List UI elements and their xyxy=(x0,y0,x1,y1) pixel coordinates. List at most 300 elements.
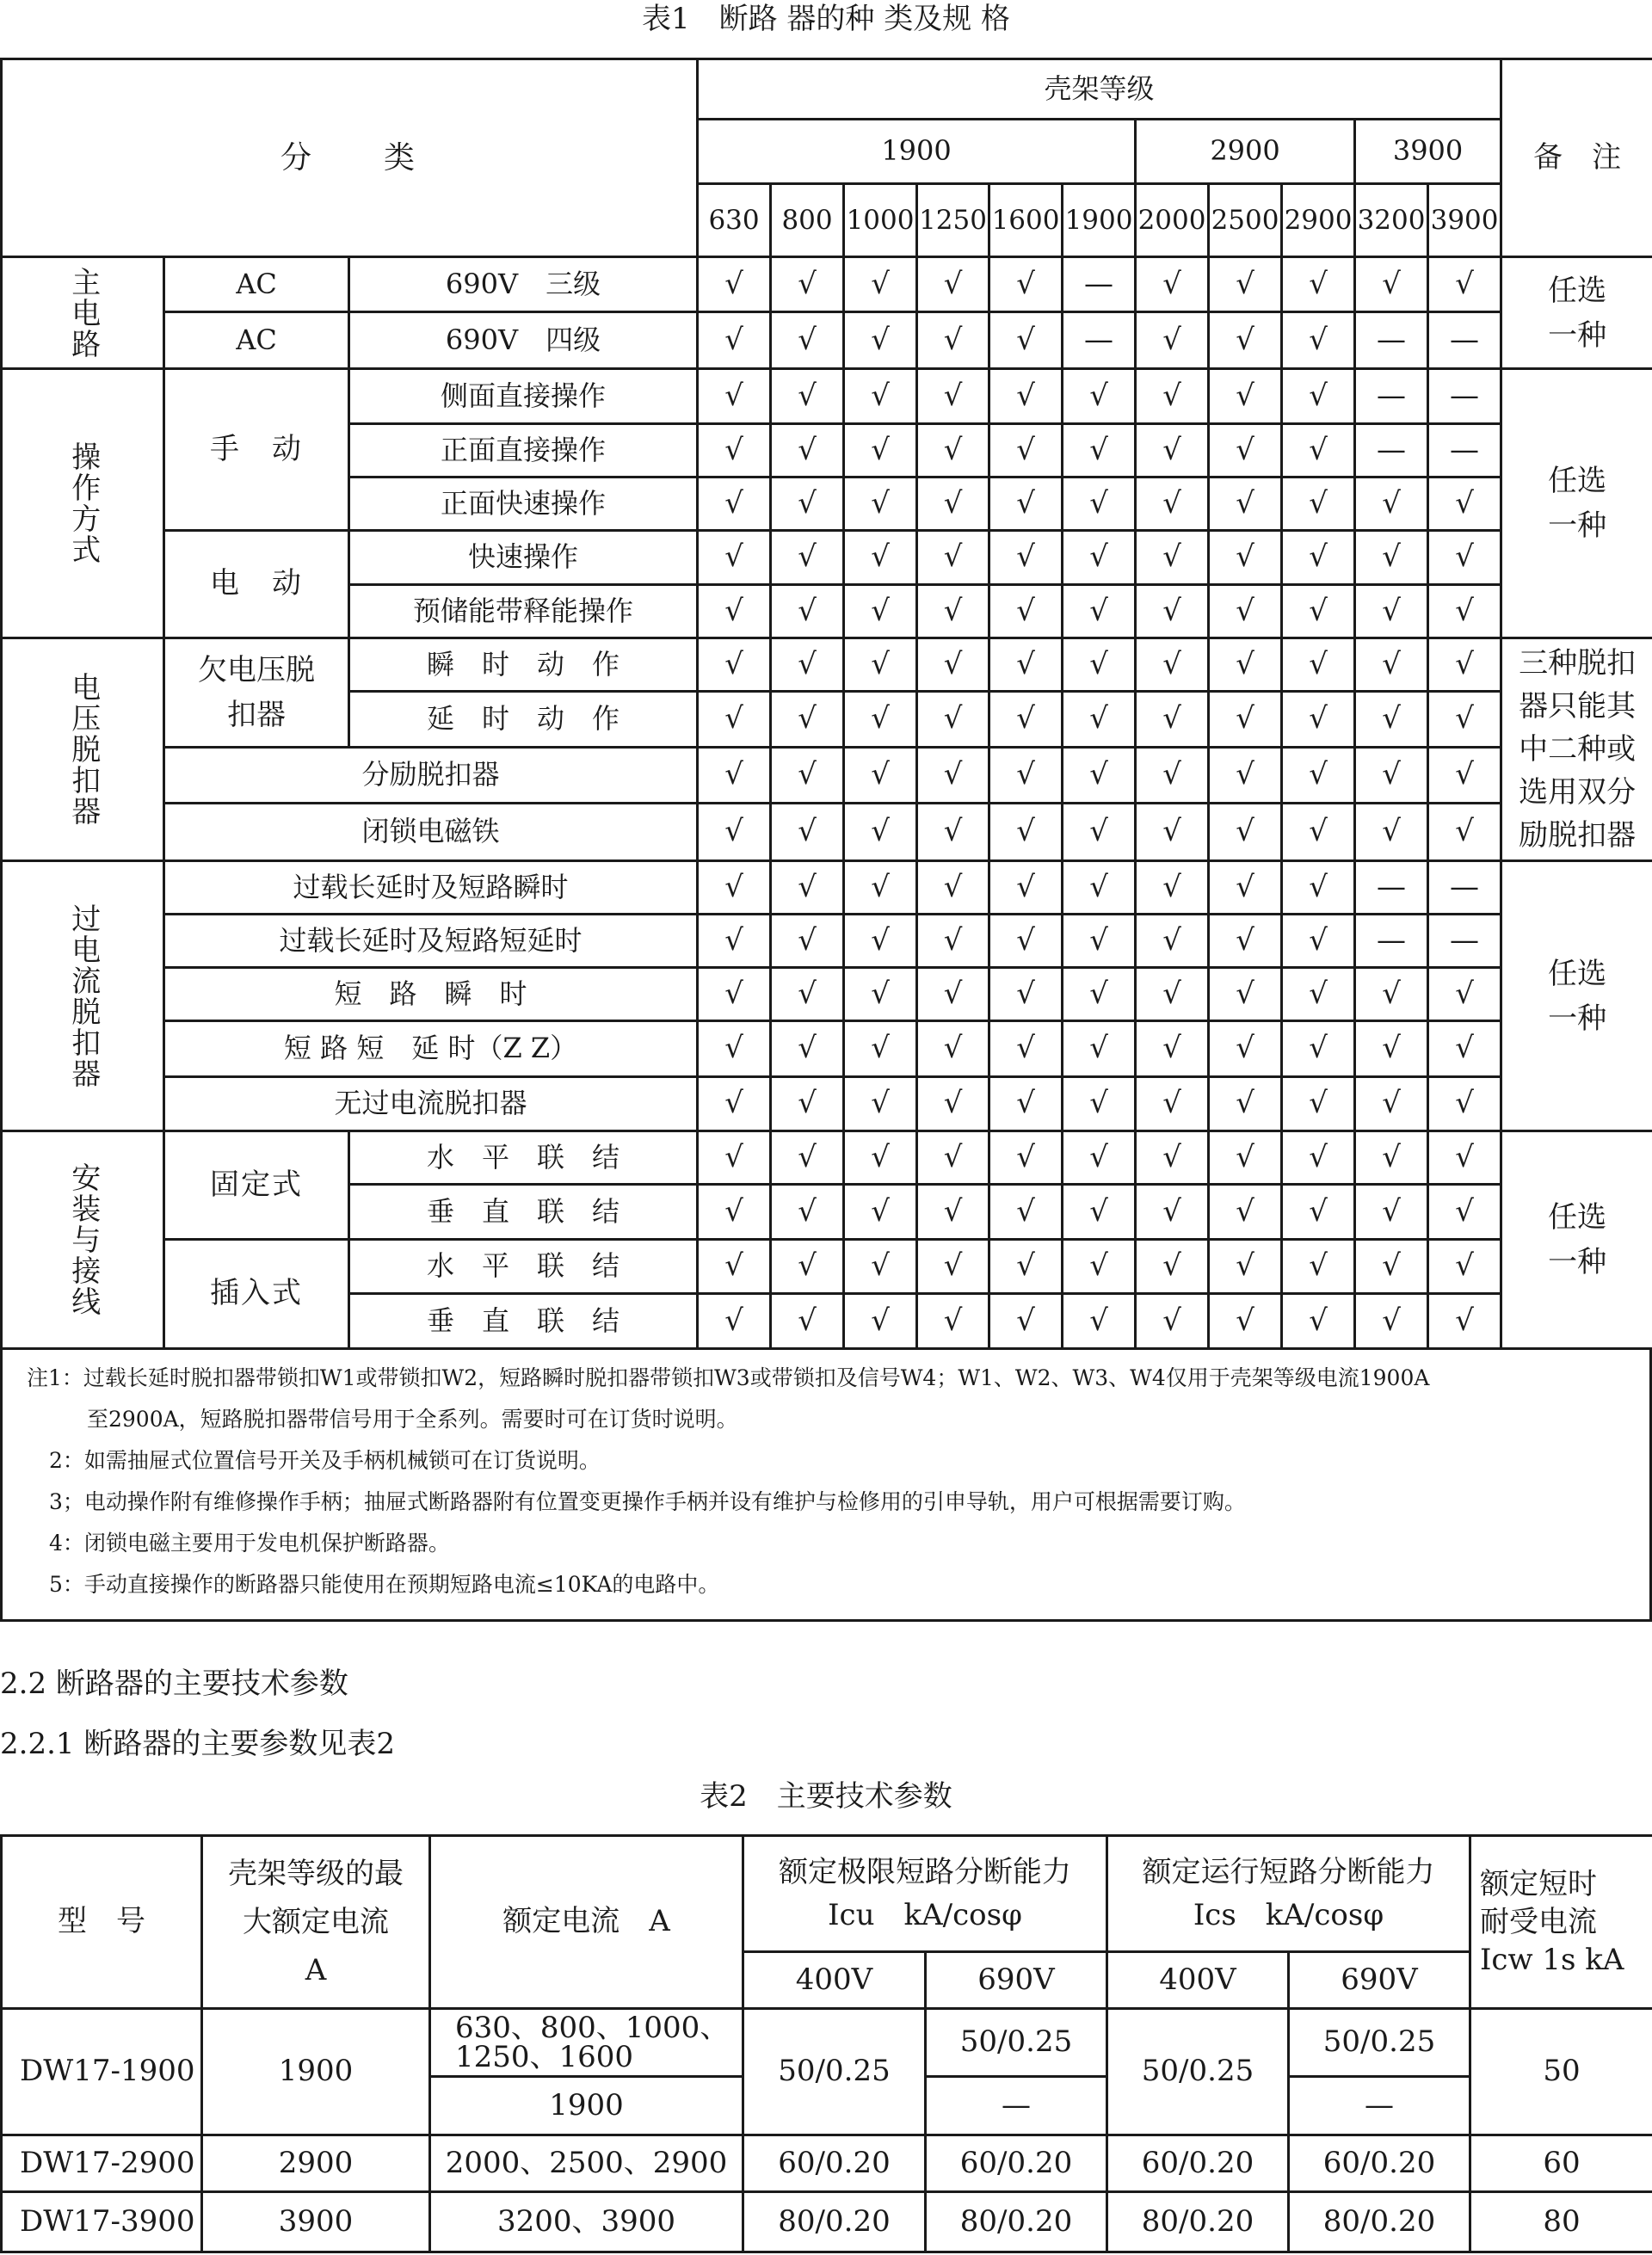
check-icon: √ xyxy=(1355,748,1428,804)
check-icon: √ xyxy=(1136,1131,1209,1185)
current-header-1900: 1900 xyxy=(1063,184,1136,257)
check-icon: √ xyxy=(1282,312,1355,369)
dash-icon: — xyxy=(1063,257,1136,312)
dash-icon: — xyxy=(1355,915,1428,968)
row-label: 无过电流脱扣器 xyxy=(164,1077,698,1131)
icw-header xyxy=(1470,1836,1652,2009)
row-label: 分励脱扣器 xyxy=(164,748,698,804)
table1-row xyxy=(2,1021,1652,1077)
table1-row xyxy=(2,1077,1652,1131)
section-heading: 2.2 断路器的主要技术参数 xyxy=(0,1667,348,1701)
check-icon: √ xyxy=(844,531,917,585)
check-icon: √ xyxy=(989,1240,1063,1294)
subsection-heading: 2.2.1 断路器的主要参数见表2 xyxy=(0,1727,395,1761)
ics-400v-cell: 50/0.25 xyxy=(1107,2009,1289,2135)
check-icon: √ xyxy=(1209,424,1282,477)
check-icon: √ xyxy=(989,1021,1063,1077)
check-icon: √ xyxy=(917,915,989,968)
check-icon: √ xyxy=(771,804,844,861)
dash-icon: — xyxy=(1428,861,1501,915)
dash-icon: — xyxy=(1428,369,1501,424)
check-icon: √ xyxy=(1136,312,1209,369)
row-label: 垂 直 联 结 xyxy=(349,1185,698,1240)
check-icon: √ xyxy=(989,692,1063,748)
section-label: 过电流脱扣器 xyxy=(2,861,164,1131)
row-label: 水 平 联 结 xyxy=(349,1240,698,1294)
check-icon: √ xyxy=(989,531,1063,585)
check-icon: √ xyxy=(771,1240,844,1294)
check-icon: √ xyxy=(1209,585,1282,638)
check-icon: √ xyxy=(1136,477,1209,531)
max-current-header-l1: 壳架等级的最 xyxy=(228,1857,404,1891)
group-1900: 1900 xyxy=(698,120,1136,184)
check-icon: √ xyxy=(1136,1021,1209,1077)
max-current-header-l2: 大额定电流 xyxy=(243,1905,389,1939)
remark-cell: 任选一种 xyxy=(1501,257,1652,369)
check-icon: √ xyxy=(844,477,917,531)
check-icon: √ xyxy=(1209,804,1282,861)
rated-current-cell: 1900 xyxy=(430,2077,743,2135)
dash-icon: — xyxy=(1428,915,1501,968)
row-label: 延 时 动 作 xyxy=(349,692,698,748)
check-icon: √ xyxy=(989,1294,1063,1349)
dash-icon: — xyxy=(1355,861,1428,915)
check-icon: √ xyxy=(1063,968,1136,1021)
group-2900: 2900 xyxy=(1136,120,1355,184)
check-icon: √ xyxy=(1355,531,1428,585)
check-icon: √ xyxy=(1282,1021,1355,1077)
table2 xyxy=(0,1834,1652,2253)
check-icon: √ xyxy=(1355,477,1428,531)
check-icon: √ xyxy=(1282,477,1355,531)
ics-400v-cell: 80/0.20 xyxy=(1107,2192,1289,2252)
check-icon: √ xyxy=(698,312,771,369)
current-header-630: 630 xyxy=(698,184,771,257)
dash-icon: — xyxy=(1428,424,1501,477)
check-icon: √ xyxy=(1282,804,1355,861)
check-icon: √ xyxy=(698,257,771,312)
icu-header-l2: Icu kA/cosφ xyxy=(828,1898,1022,1932)
check-icon: √ xyxy=(1136,585,1209,638)
model-cell: DW17-2900 xyxy=(2,2135,202,2192)
check-icon: √ xyxy=(917,1077,989,1131)
check-icon: √ xyxy=(1428,748,1501,804)
check-icon: √ xyxy=(1282,1240,1355,1294)
check-icon: √ xyxy=(1428,804,1501,861)
table1-row xyxy=(2,312,1652,369)
icu-400v-cell: 60/0.20 xyxy=(743,2135,926,2192)
check-icon: √ xyxy=(698,804,771,861)
check-icon: √ xyxy=(1136,369,1209,424)
table1-row xyxy=(2,638,1652,692)
check-icon: √ xyxy=(1282,748,1355,804)
check-icon: √ xyxy=(1063,748,1136,804)
check-icon: √ xyxy=(1136,531,1209,585)
check-icon: √ xyxy=(1428,585,1501,638)
remark-cell: 任选一种 xyxy=(1501,1131,1652,1349)
check-icon: √ xyxy=(1063,585,1136,638)
check-icon: √ xyxy=(1209,477,1282,531)
check-icon: √ xyxy=(917,692,989,748)
check-icon: √ xyxy=(917,477,989,531)
check-icon: √ xyxy=(1428,1185,1501,1240)
check-icon: √ xyxy=(1209,968,1282,1021)
check-icon: √ xyxy=(989,312,1063,369)
check-icon: √ xyxy=(1209,369,1282,424)
check-icon: √ xyxy=(1282,692,1355,748)
check-icon: √ xyxy=(1209,531,1282,585)
check-icon: √ xyxy=(917,1240,989,1294)
check-icon: √ xyxy=(917,804,989,861)
row-label: 侧面直接操作 xyxy=(349,369,698,424)
check-icon: √ xyxy=(1063,638,1136,692)
check-icon: √ xyxy=(989,1185,1063,1240)
check-icon: √ xyxy=(771,915,844,968)
check-icon: √ xyxy=(1136,804,1209,861)
check-icon: √ xyxy=(917,638,989,692)
current-header-2900: 2900 xyxy=(1282,184,1355,257)
check-icon: √ xyxy=(1136,424,1209,477)
check-icon: √ xyxy=(1209,257,1282,312)
check-icon: √ xyxy=(771,257,844,312)
check-icon: √ xyxy=(1428,477,1501,531)
ics-690v-cell: 50/0.25 xyxy=(1289,2009,1470,2077)
check-icon: √ xyxy=(698,369,771,424)
check-icon: √ xyxy=(1136,748,1209,804)
ics-690v-header: 690V xyxy=(1289,1952,1470,2009)
current-header-2000: 2000 xyxy=(1136,184,1209,257)
check-icon: √ xyxy=(771,585,844,638)
check-icon: √ xyxy=(1282,1077,1355,1131)
check-icon: √ xyxy=(1063,915,1136,968)
remark-cell: 任选一种 xyxy=(1501,861,1652,1131)
check-icon: √ xyxy=(1282,861,1355,915)
note-1: 注1：过载长延时脱扣器带锁扣W1或带锁扣W2，短路瞬时脱扣器带锁扣W3或带锁扣及信号W4；W1、W2、W3、W4仅用于壳架等级电流1900A xyxy=(27,1365,1430,1390)
table1-row xyxy=(2,968,1652,1021)
note-3: 3；电动操作附有维修操作手柄；抽屉式断路器附有位置变更操作手柄并设有维护与检修用的引申导轨，用户可根据需要订购。 xyxy=(49,1489,1246,1514)
dash-icon: — xyxy=(1428,312,1501,369)
check-icon: √ xyxy=(989,804,1063,861)
check-icon: √ xyxy=(1063,369,1136,424)
check-icon: √ xyxy=(1282,968,1355,1021)
check-icon: √ xyxy=(844,312,917,369)
ics-header xyxy=(1107,1836,1470,1952)
check-icon: √ xyxy=(1063,1294,1136,1349)
check-icon: √ xyxy=(1428,1021,1501,1077)
icu-400v-header: 400V xyxy=(743,1952,926,2009)
note-2: 2：如需抽屉式位置信号开关及手柄机械锁可在订货说明。 xyxy=(49,1448,601,1473)
current-header-1000: 1000 xyxy=(844,184,917,257)
row-label: 过载长延时及短路瞬时 xyxy=(164,861,698,915)
check-icon: √ xyxy=(917,1021,989,1077)
check-icon: √ xyxy=(1355,585,1428,638)
row-label: 快速操作 xyxy=(349,531,698,585)
check-icon: √ xyxy=(1063,861,1136,915)
check-icon: √ xyxy=(771,1185,844,1240)
check-icon: √ xyxy=(1282,1131,1355,1185)
check-icon: √ xyxy=(844,968,917,1021)
check-icon: √ xyxy=(1063,1185,1136,1240)
row-label: 短 路 短 延 时（Z Z） xyxy=(164,1021,698,1077)
check-icon: √ xyxy=(844,369,917,424)
remark-cell: 任选一种 xyxy=(1501,369,1652,638)
row-label: 瞬 时 动 作 xyxy=(349,638,698,692)
check-icon: √ xyxy=(989,748,1063,804)
rated-current-cell: 2000、2500、2900 xyxy=(430,2135,743,2192)
check-icon: √ xyxy=(1063,1131,1136,1185)
check-icon: √ xyxy=(1282,915,1355,968)
check-icon: √ xyxy=(1136,915,1209,968)
check-icon: √ xyxy=(1209,638,1282,692)
icu-690v-cell: 80/0.20 xyxy=(926,2192,1107,2252)
check-icon: √ xyxy=(1282,424,1355,477)
check-icon: √ xyxy=(917,1131,989,1185)
check-icon: √ xyxy=(1063,804,1136,861)
ics-header-l1: 额定运行短路分断能力 xyxy=(1142,1855,1435,1889)
row-label: 690V 四级 xyxy=(349,312,698,369)
icw-header-l3: Icw 1s kA xyxy=(1480,1943,1624,1977)
table1-title: 表1 断路 器的种 类及规 格 xyxy=(641,2,1011,36)
check-icon: √ xyxy=(771,861,844,915)
check-icon: √ xyxy=(1209,692,1282,748)
icw-header-l1: 额定短时 xyxy=(1480,1867,1597,1901)
icw-header-l2: 耐受电流 xyxy=(1480,1905,1597,1939)
check-icon: √ xyxy=(1355,1131,1428,1185)
check-icon: √ xyxy=(1063,424,1136,477)
check-icon: √ xyxy=(1428,1131,1501,1185)
check-icon: √ xyxy=(1282,257,1355,312)
row-label: 水 平 联 结 xyxy=(349,1131,698,1185)
check-icon: √ xyxy=(844,1077,917,1131)
ics-690v-cell: 80/0.20 xyxy=(1289,2192,1470,2252)
check-icon: √ xyxy=(1063,692,1136,748)
check-icon: √ xyxy=(917,369,989,424)
row-label: 短 路 瞬 时 xyxy=(164,968,698,1021)
check-icon: √ xyxy=(1355,1021,1428,1077)
check-icon: √ xyxy=(771,638,844,692)
ics-400v-header: 400V xyxy=(1107,1952,1289,2009)
rated-current-cell: 3200、3900 xyxy=(430,2192,743,2252)
check-icon: √ xyxy=(1209,861,1282,915)
check-icon: √ xyxy=(1136,1240,1209,1294)
subgroup-label: 欠电压脱扣器 xyxy=(198,653,315,732)
check-icon: √ xyxy=(1136,861,1209,915)
check-icon: √ xyxy=(844,1131,917,1185)
section-label: 安装与接线 xyxy=(2,1131,164,1349)
check-icon: √ xyxy=(989,968,1063,1021)
subgroup-label-cell xyxy=(164,638,349,748)
check-icon: √ xyxy=(989,369,1063,424)
check-icon: √ xyxy=(989,1077,1063,1131)
check-icon: √ xyxy=(1428,1077,1501,1131)
check-icon: √ xyxy=(1136,638,1209,692)
row-label: 垂 直 联 结 xyxy=(349,1294,698,1349)
ics-header-l2: Ics kA/cosφ xyxy=(1193,1898,1384,1932)
section-label: 操作方式 xyxy=(2,369,164,638)
check-icon: √ xyxy=(1355,1294,1428,1349)
model-cell: DW17-1900 xyxy=(2,2009,202,2135)
check-icon: √ xyxy=(771,968,844,1021)
table2-title: 表2 主要技术参数 xyxy=(700,1779,952,1814)
check-icon: √ xyxy=(698,748,771,804)
check-icon: √ xyxy=(1136,1294,1209,1349)
check-icon: √ xyxy=(1282,638,1355,692)
check-icon: √ xyxy=(989,477,1063,531)
check-icon: √ xyxy=(1282,585,1355,638)
check-icon: √ xyxy=(771,1077,844,1131)
icu-690v-cell: 60/0.20 xyxy=(926,2135,1107,2192)
check-icon: √ xyxy=(771,312,844,369)
check-icon: √ xyxy=(844,1185,917,1240)
check-icon: √ xyxy=(844,1294,917,1349)
check-icon: √ xyxy=(698,1294,771,1349)
check-icon: √ xyxy=(1209,312,1282,369)
check-icon: √ xyxy=(1428,968,1501,1021)
ics-690v-cell: — xyxy=(1289,2077,1470,2135)
check-icon: √ xyxy=(1209,1077,1282,1131)
current-header-1250: 1250 xyxy=(917,184,989,257)
table1-row xyxy=(2,1131,1652,1185)
section-label: 电压脱扣器 xyxy=(2,638,164,861)
check-icon: √ xyxy=(771,1294,844,1349)
check-icon: √ xyxy=(1209,915,1282,968)
check-icon: √ xyxy=(1355,1185,1428,1240)
table2-row-dw17-2900 xyxy=(2,2135,1652,2192)
check-icon: √ xyxy=(1428,257,1501,312)
sub-type: AC xyxy=(164,312,349,369)
current-header-1600: 1600 xyxy=(989,184,1063,257)
check-icon: √ xyxy=(989,424,1063,477)
check-icon: √ xyxy=(917,312,989,369)
table2-row-dw17-3900 xyxy=(2,2192,1652,2252)
dash-icon: — xyxy=(1355,369,1428,424)
row-label: 预储能带释能操作 xyxy=(349,585,698,638)
check-icon: √ xyxy=(1209,1185,1282,1240)
check-icon: √ xyxy=(844,692,917,748)
ics-400v-cell: 60/0.20 xyxy=(1107,2135,1289,2192)
check-icon: √ xyxy=(1209,1240,1282,1294)
check-icon: √ xyxy=(989,638,1063,692)
check-icon: √ xyxy=(1282,1294,1355,1349)
subgroup-label: 电 动 xyxy=(164,531,349,638)
section-label: 主电路 xyxy=(2,257,164,369)
check-icon: √ xyxy=(1282,531,1355,585)
current-header-3900: 3900 xyxy=(1428,184,1501,257)
row-label: 正面直接操作 xyxy=(349,424,698,477)
row-label: 闭锁电磁铁 xyxy=(164,804,698,861)
check-icon: √ xyxy=(1428,1294,1501,1349)
group-3900: 3900 xyxy=(1355,120,1501,184)
check-icon: √ xyxy=(1136,692,1209,748)
check-icon: √ xyxy=(698,1021,771,1077)
check-icon: √ xyxy=(917,257,989,312)
icu-690v-header: 690V xyxy=(926,1952,1107,2009)
check-icon: √ xyxy=(1428,1240,1501,1294)
icu-header-l1: 额定极限短路分断能力 xyxy=(779,1855,1071,1889)
check-icon: √ xyxy=(1063,1077,1136,1131)
check-icon: √ xyxy=(698,424,771,477)
frame-level-header: 壳架等级 xyxy=(698,59,1501,120)
model-header: 型 号 xyxy=(2,1836,202,2009)
note-4: 4：闭锁电磁主要用于发电机保护断路器。 xyxy=(49,1531,450,1556)
check-icon: √ xyxy=(844,915,917,968)
check-icon: √ xyxy=(698,915,771,968)
ics-690v-cell: 60/0.20 xyxy=(1289,2135,1470,2192)
check-icon: √ xyxy=(1355,968,1428,1021)
check-icon: √ xyxy=(844,748,917,804)
check-icon: √ xyxy=(698,692,771,748)
current-header-2500: 2500 xyxy=(1209,184,1282,257)
check-icon: √ xyxy=(771,477,844,531)
check-icon: √ xyxy=(917,968,989,1021)
subgroup-label: 固定式 xyxy=(164,1131,349,1240)
check-icon: √ xyxy=(1136,1185,1209,1240)
check-icon: √ xyxy=(917,748,989,804)
check-icon: √ xyxy=(1428,692,1501,748)
table1-row xyxy=(2,369,1652,424)
check-icon: √ xyxy=(1355,1077,1428,1131)
check-icon: √ xyxy=(1063,477,1136,531)
check-icon: √ xyxy=(1355,1240,1428,1294)
check-icon: √ xyxy=(698,1185,771,1240)
icu-header xyxy=(743,1836,1107,1952)
rated-current-header: 额定电流 A xyxy=(430,1836,743,2009)
check-icon: √ xyxy=(1428,531,1501,585)
check-icon: √ xyxy=(917,424,989,477)
model-cell: DW17-3900 xyxy=(2,2192,202,2252)
table1-row xyxy=(2,531,1652,585)
rated-current-cell: 630、800、1000、1250、1600 xyxy=(430,2009,743,2077)
check-icon: √ xyxy=(844,1021,917,1077)
max-current-cell: 2900 xyxy=(202,2135,430,2192)
sub-type: AC xyxy=(164,257,349,312)
check-icon: √ xyxy=(844,1240,917,1294)
check-icon: √ xyxy=(1209,748,1282,804)
check-icon: √ xyxy=(1355,638,1428,692)
check-icon: √ xyxy=(1209,1131,1282,1185)
table1-row xyxy=(2,1240,1652,1294)
check-icon: √ xyxy=(698,1077,771,1131)
check-icon: √ xyxy=(989,861,1063,915)
table2-row-dw17-1900 xyxy=(2,2009,1652,2077)
check-icon: √ xyxy=(698,477,771,531)
check-icon: √ xyxy=(1136,1077,1209,1131)
check-icon: √ xyxy=(1063,1240,1136,1294)
check-icon: √ xyxy=(917,531,989,585)
check-icon: √ xyxy=(844,257,917,312)
check-icon: √ xyxy=(1136,257,1209,312)
table1-row xyxy=(2,861,1652,915)
max-current-header xyxy=(202,1836,430,2009)
check-icon: √ xyxy=(1209,1021,1282,1077)
note-1-cont: 至2900A，短路脱扣器带信号用于全系列。需要时可在订货时说明。 xyxy=(87,1407,738,1432)
check-icon: √ xyxy=(698,968,771,1021)
check-icon: √ xyxy=(1428,638,1501,692)
check-icon: √ xyxy=(1063,531,1136,585)
row-label: 过载长延时及短路短延时 xyxy=(164,915,698,968)
check-icon: √ xyxy=(844,804,917,861)
check-icon: √ xyxy=(1136,968,1209,1021)
check-icon: √ xyxy=(989,257,1063,312)
icw-cell: 60 xyxy=(1470,2135,1652,2192)
check-icon: √ xyxy=(844,638,917,692)
check-icon: √ xyxy=(1355,804,1428,861)
check-icon: √ xyxy=(989,1131,1063,1185)
check-icon: √ xyxy=(1209,1294,1282,1349)
subgroup-label: 手 动 xyxy=(164,369,349,531)
table1-row xyxy=(2,257,1652,312)
check-icon: √ xyxy=(989,585,1063,638)
